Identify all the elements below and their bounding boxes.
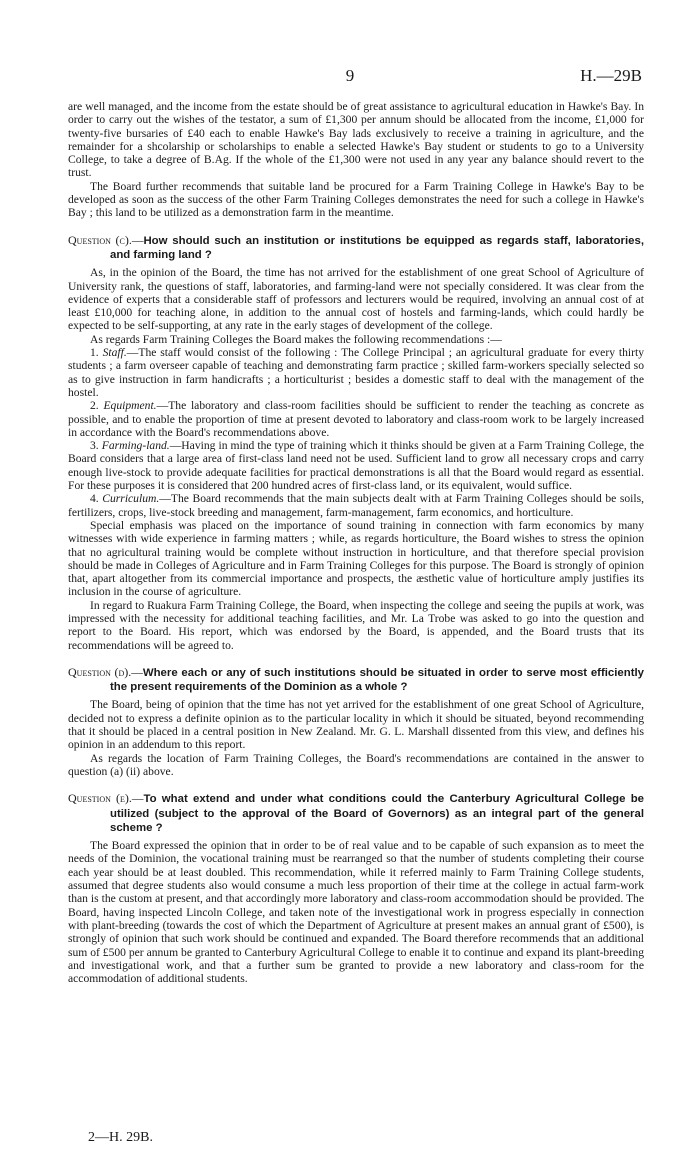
question-e-heading: Question (e).—To what extend and under what conditions could the Canterbury Agricultural College be utilized (subject to the approval of the Board of Governors) as an integral part of the general scheme ? — [68, 791, 645, 834]
question-label: Question (c). — [68, 232, 132, 247]
paragraph: As, in the opinion of the Board, the time has not arrived for the establishment of one great School of Agriculture of University rank, the questions of staff, laboratories, and farming-land were not specially considered. It was clear from the evidence of experts that a considerable staff of professors and lecturers would be required, involving an annual cost of at least £10,000 for teaching alone, in addition to the annual cost of hostels and farming-lands, which could hardly be expected to be self-supporting, at any rate in the early stages of development of the college. — [68, 266, 644, 333]
intro-paragraph: The Board further recommends that suitable land be procured for a Farm Training College in Hawke's Bay to be developed as soon as the success of the other Farm Training Colleges demonstrates the need for such a college in Hawke's Bay ; this land to be utilized as a demonstration farm in the meantime. — [68, 179, 644, 220]
item-term: Equipment. — [103, 399, 157, 413]
question-c-heading: Question (c).—How should such an institution or institutions be equipped as regards staff, laboratories, and farming land ? — [68, 232, 644, 261]
page-number: 9 — [345, 66, 355, 85]
document-reference: H.—29B — [580, 66, 642, 85]
item-term: Staff. — [102, 346, 127, 360]
paragraph: Special emphasis was placed on the importance of sound training in connection with farm economics by many witnesses with wide experience in farming matters ; while, as regards horticulture, the Board wishes to stress the opinion that no agricultural training would be complete without instruction in horticulture, and that therefore special provision should be made in Colleges of Agriculture and in Farm Training Colleges for this purpose. The Board is strongly of opinion that, apart altogether from its commercial importance and prospects, the æsthetic value of horticulture amply justifies its inclusion in the course of agriculture. — [68, 518, 644, 599]
paragraph: The Board expressed the opinion that in order to be of real value and to be capable of such expansion as to meet the needs of the Dominion, the vocational training must be rearranged so that the number of students completing their course each year should be at least doubled. This recommendation, while it referred mainly to Farm Training College students, assumed that degree students also would consume a much less proportion of their time at the college in actual farm-work than is the custom at present, and that accordingly more laboratory and class-room accommodation should be provided. The Board, having inspected Lincoln College, and taken note of the investigational work in progress especially in connection with plant-breeding (towards the cost of which the Department of Agriculture at present makes an annual grant of £500), is strongly of opinion that such work should be continued and expanded. The Board therefore recommends that an additional sum of £500 per annum be granted to Canterbury Agricultural College to enable it to continue and expand its plant-breeding and investigational work, and that a further sum be granted to provide a new laboratory and class-room for the accommodation of additional students. — [68, 839, 644, 986]
numbered-item: 4. Curriculum.—The Board recommends that the main subjects dealt with at Farm Training Colleges should be soils, fertilizers, crops, live-stock breeding and management, farm-management, farm economics, and horticulture. — [68, 492, 644, 519]
item-term: Farming-land. — [101, 439, 170, 453]
item-term: Curriculum. — [102, 492, 160, 506]
question-title: Where each or any of such institutions should be situated in order to serve most efficiently the present requirements of the Dominion as a whole ? — [110, 666, 645, 694]
numbered-item: 1. Staff.—The staff would consist of the following : The College Principal ; an agricultural graduate for every thirty students ; a farm overseer capable of teaching and demonstrating farm practice ; skilled farm-workers specially selected so as to give instruction in farm handicrafts ; a horticulturist ; besides a domestic staff to deal with the management of the hostel. — [68, 346, 645, 399]
numbered-item: 3. Farming-land.—Having in mind the type of training which it thinks should be given at a Farm Training College, the Board considers that a large area of first-class land need not be used. Sufficient land to grow all necessary crops and carry enough live-stock to provide adequate facilities for practical demonstrations is all that the Board would regard as essential. For these purposes it is considered that 200 hundred acres of first-class land, or its equivalent, would suffice. — [68, 439, 645, 493]
question-label: Question (e). — [68, 791, 132, 806]
question-title: To what extend and under what conditions could the Canterbury Agricultural College be utilized (subject to the approval of the Board of Governors) as an integral part of the general scheme ? — [110, 793, 645, 834]
intro-paragraph: are well managed, and the income from the estate should be of great assistance to agricultural education in Hawke's Bay. In order to carry out the wishes of the testator, a sum of £1,300 per annum should be allocated from the income, £1,000 for twenty-five bursaries of £40 each to enable Hawke's Bay lads exclusively to receive a training in agriculture, and the remainder for a shcolarship or scholarships to enable a selected Hawke's Bay student or students to go to a University College, to take a degree of B.Ag. If the whole of the £1,300 were not used in any year any balance should revert to the trust. — [68, 100, 644, 180]
paragraph: In regard to Ruakura Farm Training College, the Board, when inspecting the college and seeing the pupils at work, was impressed with the necessity for additional teaching facilities, and Mr. La Trobe was asked to go into the question and report to the Board. His report, which was endorsed by the Board, is appended, and the Board trusts that its recommendations will be agreed to. — [68, 598, 644, 652]
paragraph: The Board, being of opinion that the time has not yet arrived for the establishment of one great School of Agriculture, decided not to express a definite opinion as to the particular locality in which it should be situated, beyond recommending that it should be placed in a central position in New Zealand. Mr. G. L. Marshall dissented from this view, and defines his opinion in an addendum to this report. — [68, 698, 644, 752]
numbered-item: 2. Equipment.—The laboratory and class-room facilities should be sufficient to render the teaching as concrete as possible, and to enable the proportion of time at present devoted to laboratory and class-room work to be largely increased in accordance with the Board's recommendations above. — [68, 399, 645, 439]
paragraph: As regards the location of Farm Training Colleges, the Board's recommendations are contained in the answer to question (a) (ii) above. — [68, 751, 644, 778]
question-d-heading: Question (d).—Where each or any of such institutions should be situated in order to serve most efficiently the present requirements of the Dominion as a whole ? — [68, 664, 645, 694]
question-label: Question (d). — [68, 664, 132, 679]
question-title: How should such an institution or institutions be equipped as regards staff, laboratories, and farming land ? — [110, 234, 644, 261]
document-body — [68, 100, 644, 985]
paragraph: As regards Farm Training Colleges the Board makes the following recommendations :— — [90, 332, 502, 346]
signature-mark: 2—H. 29B. — [88, 1130, 153, 1145]
